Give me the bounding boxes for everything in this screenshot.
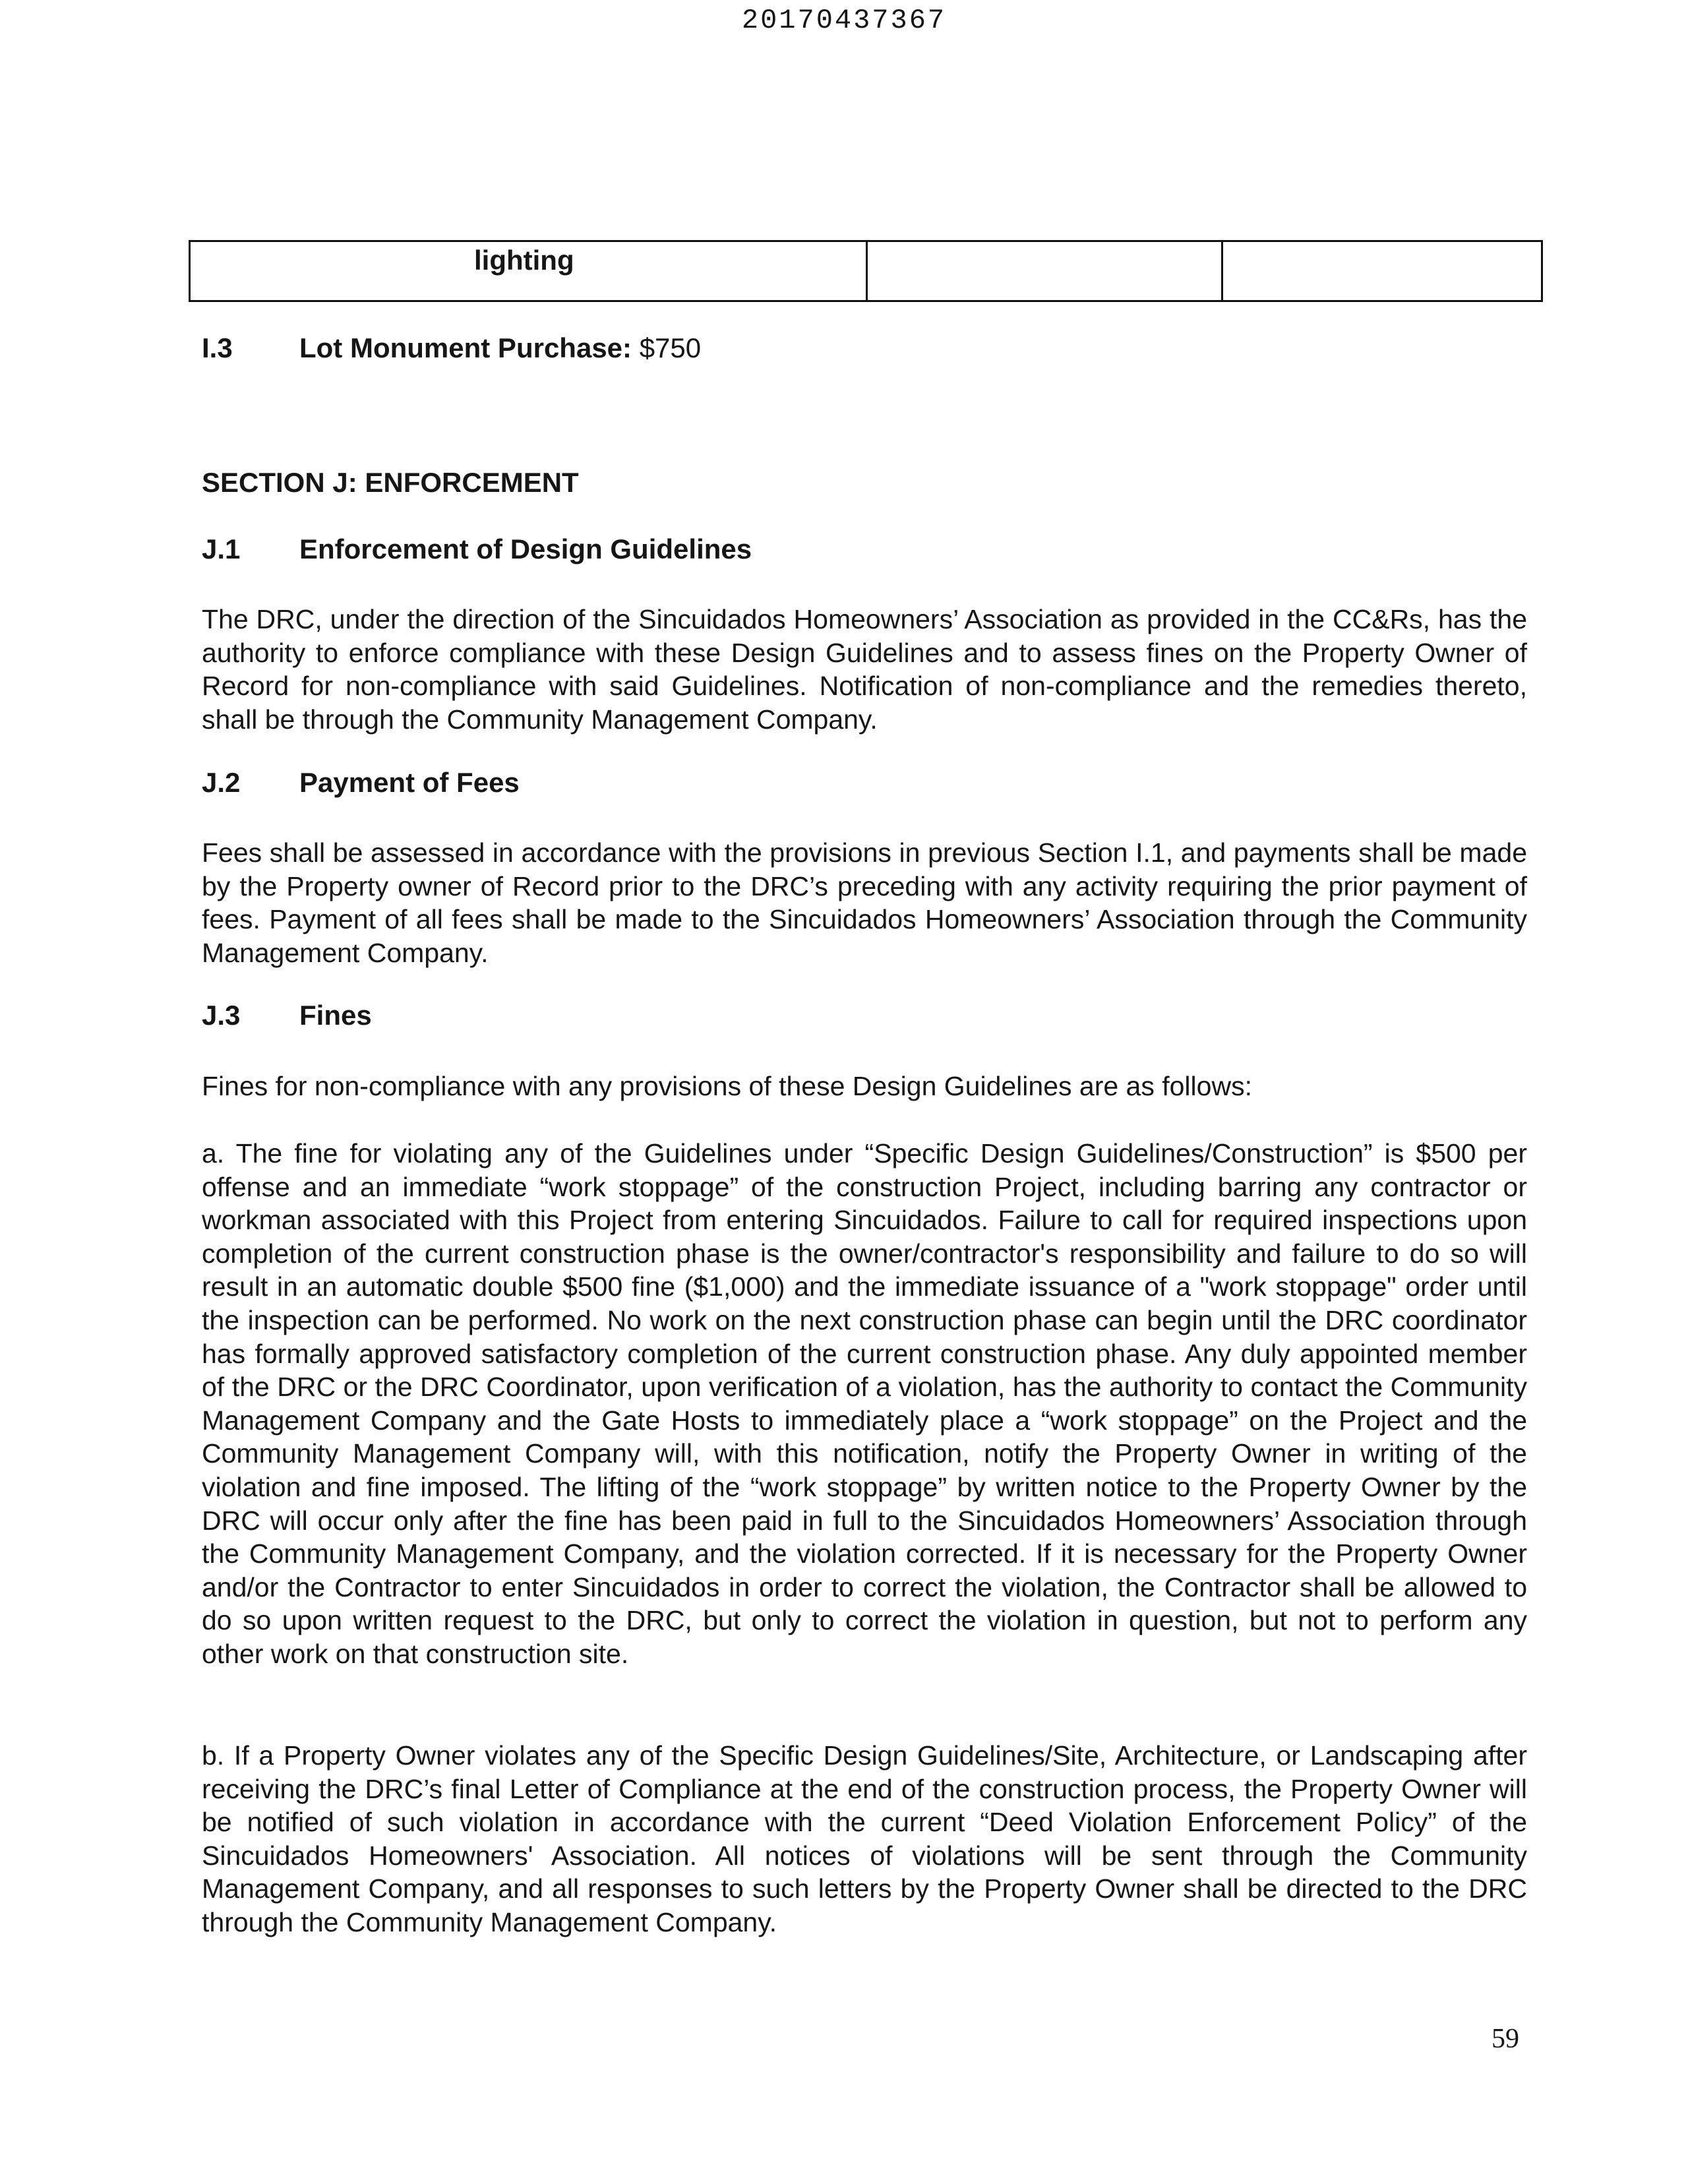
j3-heading [202,999,372,1032]
document-number: 20170437367 [741,5,947,36]
i3-heading [202,332,701,365]
i3-value: $750 [639,332,702,363]
table-cell-empty [867,241,1222,301]
j2-heading [202,766,520,799]
j2-title: Payment of Fees [299,767,520,798]
table-cell-text: lighting [474,245,574,276]
j3-intro: Fines for non-compliance with any provisions of these Design Guidelines are as follows: [202,1071,1252,1101]
j1-heading [202,533,752,566]
j3-item-b: b. If a Property Owner violates any of the Specific Design Guidelines/Site, Architecture, or Landscaping after receiving the DRC’s final Letter of Compliance at the end of the construction process, the Property Owner will be notified of such violation in accordance with the current “Deed Violation Enforcement Policy” of the Sincuidados Homeowners' Association. All notices of violations will be sent through the Community Management Company, and all responses to such letters by the Property Owner shall be directed to the DRC through the Community Management Company. [202,1740,1527,1937]
j3-number: J.3 [202,1000,241,1031]
i3-label: Lot Monument Purchase: [299,332,632,363]
j2-body: Fees shall be assessed in accordance with the provisions in previous Section I.1, and payments shall be made by the Property owner of Record prior to the DRC’s preceding with any activity requiring the prior payment of fees. Payment of all fees shall be made to the Sincuidados Homeowners’ Association through the Community Management Company. [202,837,1527,968]
j3-title: Fines [299,1000,372,1031]
j1-title: Enforcement of Design Guidelines [299,533,752,564]
i3-number: I.3 [202,332,233,363]
j2-number: J.2 [202,767,241,798]
section-j-title: SECTION J: ENFORCEMENT [202,467,579,498]
table-row [190,241,1542,301]
table-cell-empty [1222,241,1542,301]
j1-number: J.1 [202,533,241,564]
table-cell-item [190,241,867,301]
j1-body: The DRC, under the direction of the Sincuidados Homeowners’ Association as provided in the CC&Rs, has the authority to enforce compliance with these Design Guidelines and to assess fines on the Property Owner of Record for non-compliance with said Guidelines. Notification of non-compliance and the remedies thereto, shall be through the Community Management Company. [202,604,1527,735]
j3-item-a: a. The fine for violating any of the Guidelines under “Specific Design Guidelines/Construction” is $500 per offense and an immediate “work stoppage” of the construction Project, including barring any contractor or workman associated with this Project from entering Sincuidados. Failure to call for required inspections upon completion of the current construction phase is the owner/contractor's responsibility and failure to do so will result in an automatic double $500 fine ($1,000) and the immediate issuance of a "work stoppage" order until the inspection can be performed. No work on the next construction phase can begin until the DRC coordinator has formally approved satisfactory completion of the current construction phase. Any duly appointed member of the DRC or the DRC Coordinator, upon verification of a violation, has the authority to contact the Community Management Company and the Gate Hosts to immediately place a “work stoppage” on the Project and the Community Management Company will, with this notification, notify the Property Owner in writing of the violation and fine imposed. The lifting of the “work stoppage” by written notice to the Property Owner by the DRC will occur only after the fine has been paid in full to the Sincuidados Homeowners’ Association through the Community Management Company, and the violation corrected. If it is necessary for the Property Owner and/or the Contractor to enter Sincuidados in order to correct the violation, the Contractor shall be allowed to do so upon written request to the DRC, but only to correct the violation in question, but not to perform any other work on that construction site. [202,1138,1527,1669]
continued-fee-table [189,240,1543,302]
page-number: 59 [1492,2024,1519,2054]
